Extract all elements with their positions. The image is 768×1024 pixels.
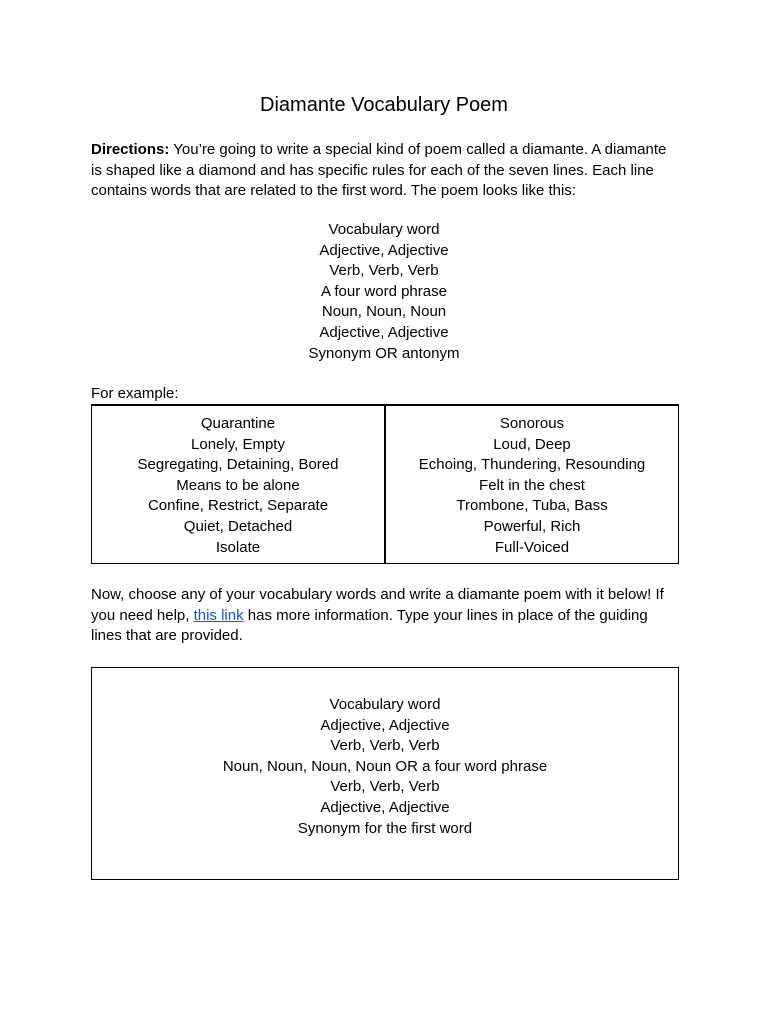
template-line: Adjective, Adjective [319, 241, 449, 259]
example-label: For example: [91, 385, 179, 402]
instructions-text-before: Now, choose any of your vocabulary words and write a diamante poem with it below! If you need help, [91, 586, 664, 624]
page-title: Diamante Vocabulary Poem [260, 94, 508, 116]
example-line: Lonely, Empty [191, 435, 285, 453]
template-line: Verb, Verb, Verb [329, 262, 439, 280]
example-line: Powerful, Rich [483, 517, 581, 535]
example-table [91, 404, 679, 564]
answer-line[interactable]: Verb, Verb, Verb [330, 737, 440, 755]
example-line: Means to be alone [176, 476, 300, 494]
template-line: Vocabulary word [328, 221, 440, 238]
example-line: Loud, Deep [493, 435, 571, 453]
diamante-template [0, 220, 768, 364]
instructions-text-after: has more information. Type your lines in place of the guiding lines that are provided. [91, 606, 648, 644]
template-line: Adjective, Adjective [319, 323, 449, 341]
example-column-sonorous [384, 406, 678, 563]
example-line: Segregating, Detaining, Bored [137, 456, 339, 474]
template-line: Noun, Noun, Noun [321, 303, 447, 321]
example-column-quarantine [92, 406, 384, 563]
answer-line[interactable]: Noun, Noun, Noun, Noun OR a four word phrase [222, 757, 548, 775]
directions-label: Directions: [91, 141, 170, 158]
answer-line[interactable]: Verb, Verb, Verb [330, 778, 440, 796]
poem-answer-box[interactable] [91, 667, 679, 880]
template-line: A four word phrase [321, 282, 447, 300]
help-link[interactable]: this link [193, 606, 244, 624]
example-line: Quarantine [200, 415, 276, 432]
answer-line[interactable]: Synonym for the first word [297, 819, 473, 837]
example-line: Full-Voiced [494, 538, 570, 556]
example-line: Isolate [215, 538, 261, 556]
template-line: Synonym OR antonym [308, 344, 460, 362]
example-line: Quiet, Detached [183, 517, 293, 535]
instructions-paragraph [91, 585, 681, 647]
answer-line[interactable]: Adjective, Adjective [320, 716, 450, 734]
example-line: Confine, Restrict, Separate [147, 497, 329, 515]
example-line: Echoing, Thundering, Resounding [418, 456, 646, 474]
directions-text: You’re going to write a special kind of poem called a diamante. A diamante is shaped like a diamond and has specific rules for each of the seven lines. Each line contains words that are related to the first word. The poem looks like this: [91, 141, 667, 199]
directions-paragraph [91, 140, 681, 202]
example-line: Felt in the chest [479, 476, 585, 494]
example-line: Sonorous [499, 415, 565, 432]
example-line: Trombone, Tuba, Bass [456, 497, 608, 515]
answer-line[interactable]: Adjective, Adjective [320, 798, 450, 816]
answer-line[interactable]: Vocabulary word [329, 696, 441, 713]
